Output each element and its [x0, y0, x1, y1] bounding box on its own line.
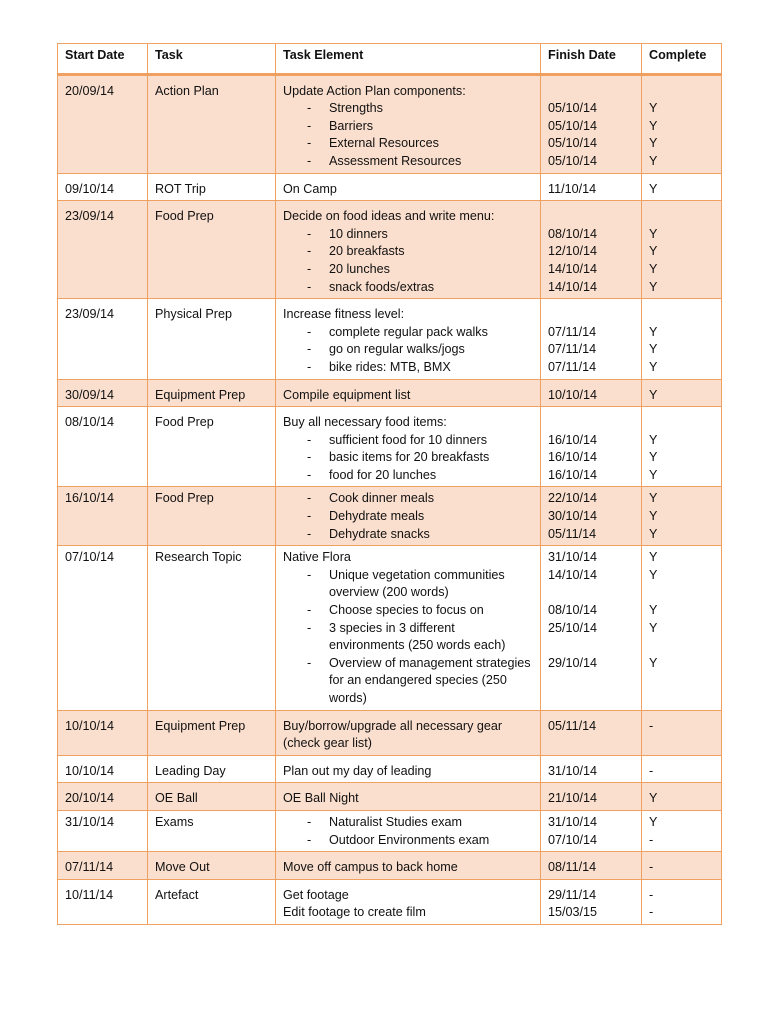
complete-line: Y: [649, 153, 658, 168]
task-subitem: - Choose species to focus on: [283, 602, 533, 620]
complete-line: Y: [649, 261, 658, 276]
complete-line: Y: [649, 491, 658, 506]
task-element-cell: [276, 546, 541, 710]
task-cell: Artefact: [148, 879, 276, 924]
task-cell: Exams: [148, 810, 276, 851]
task-element-line: Edit footage to create film: [283, 905, 426, 920]
finish-date-cell: [541, 299, 642, 379]
finish-date-line: [548, 584, 634, 602]
finish-date-line: 08/10/14: [548, 603, 598, 618]
complete-line: Y: [649, 814, 658, 829]
task-cell: Physical Prep: [148, 299, 276, 379]
finish-date-cell: [541, 379, 642, 407]
finish-date-line: 05/10/14: [548, 136, 598, 151]
task-element-cell: [276, 379, 541, 407]
table-row: [58, 173, 722, 201]
complete-cell: [642, 710, 722, 755]
table-row: [58, 546, 722, 710]
task-subitem: - Naturalist Studies exam: [283, 814, 533, 832]
start-date-cell: 20/09/14: [58, 74, 148, 173]
task-subitem: - Strengths: [283, 100, 533, 118]
task-subitem: - snack foods/extras: [283, 279, 533, 297]
task-element-title: Buy all necessary food items:: [283, 415, 447, 430]
table-body: [58, 74, 722, 924]
start-date-cell: 07/11/14: [58, 852, 148, 880]
complete-line: Y: [649, 432, 658, 447]
task-element-title: OE Ball Night: [283, 791, 359, 806]
task-element-title: Native Flora: [283, 550, 351, 565]
finish-date-line: 10/10/14: [548, 387, 598, 402]
task-element-title: Move off campus to back home: [283, 860, 458, 875]
task-subitem: - Barriers: [283, 118, 533, 136]
start-date-cell: 31/10/14: [58, 810, 148, 851]
finish-date-line: 31/10/14: [548, 763, 598, 778]
task-subitem: - complete regular pack walks: [283, 324, 533, 342]
task-subitem: - Unique vegetation communities overview (200 words): [283, 567, 533, 602]
task-subitem: - basic items for 20 breakfasts: [283, 449, 533, 467]
start-date-cell: 07/10/14: [58, 546, 148, 710]
complete-cell: [642, 852, 722, 880]
complete-line: [649, 83, 714, 101]
complete-line: -: [649, 718, 654, 733]
finish-date-line: 07/11/14: [548, 324, 597, 339]
finish-date-cell: [541, 201, 642, 299]
complete-line: [649, 208, 714, 226]
table-row: [58, 487, 722, 546]
start-date-cell: 23/09/14: [58, 201, 148, 299]
finish-date-line: 07/11/14: [548, 359, 597, 374]
finish-date-line: 30/10/14: [548, 509, 598, 524]
finish-date-line: 05/10/14: [548, 118, 598, 133]
finish-date-cell: [541, 783, 642, 811]
finish-date-line: [548, 208, 634, 226]
header-finish-date: Finish Date: [541, 44, 642, 75]
header-row: [58, 44, 722, 75]
task-element-cell: [276, 755, 541, 783]
table-row: [58, 407, 722, 487]
complete-line: Y: [649, 101, 658, 116]
task-subitem: - Outdoor Environments exam: [283, 832, 533, 850]
task-subitem: - 10 dinners: [283, 226, 533, 244]
complete-line: Y: [649, 279, 658, 294]
complete-line: Y: [649, 226, 658, 241]
start-date-cell: 10/10/14: [58, 755, 148, 783]
finish-date-cell: [541, 810, 642, 851]
task-cell: ROT Trip: [148, 173, 276, 201]
complete-line: Y: [649, 526, 658, 541]
finish-date-cell: [541, 74, 642, 173]
task-element-cell: [276, 852, 541, 880]
complete-cell: [642, 379, 722, 407]
task-subitem: - Assessment Resources: [283, 153, 533, 171]
finish-date-line: 05/10/14: [548, 153, 598, 168]
start-date-cell: 16/10/14: [58, 487, 148, 546]
finish-date-line: 08/10/14: [548, 226, 598, 241]
table-row: [58, 379, 722, 407]
complete-line: -: [649, 763, 654, 778]
complete-line: -: [649, 905, 654, 920]
complete-cell: [642, 299, 722, 379]
complete-line: Y: [649, 359, 658, 374]
finish-date-line: 16/10/14: [548, 450, 598, 465]
table-row: [58, 852, 722, 880]
task-subitem: - 20 breakfasts: [283, 243, 533, 261]
task-subitem: - Cook dinner meals: [283, 490, 533, 508]
table-row: [58, 755, 722, 783]
task-element-cell: [276, 74, 541, 173]
task-subitem: - 3 species in 3 different environments (250 words each): [283, 620, 533, 655]
complete-line: [649, 637, 714, 655]
finish-date-line: 29/11/14: [548, 887, 597, 902]
finish-date-line: 12/10/14: [548, 244, 598, 259]
task-subitem: - go on regular walks/jogs: [283, 341, 533, 359]
task-element-cell: [276, 173, 541, 201]
finish-date-cell: [541, 407, 642, 487]
table-row: [58, 74, 722, 173]
finish-date-line: 22/10/14: [548, 491, 598, 506]
finish-date-line: 21/10/14: [548, 791, 598, 806]
task-element-title: Decide on food ideas and write menu:: [283, 209, 495, 224]
task-plan-table: [57, 43, 722, 925]
task-cell: Food Prep: [148, 407, 276, 487]
task-subitem: - Dehydrate snacks: [283, 526, 533, 544]
finish-date-cell: [541, 710, 642, 755]
complete-cell: [642, 783, 722, 811]
complete-line: Y: [649, 118, 658, 133]
task-cell: Equipment Prep: [148, 379, 276, 407]
finish-date-line: 25/10/14: [548, 620, 598, 635]
finish-date-line: 14/10/14: [548, 279, 598, 294]
task-cell: Food Prep: [148, 487, 276, 546]
task-element-title: Buy/borrow/upgrade all necessary gear (check gear list): [283, 718, 503, 751]
task-cell: Move Out: [148, 852, 276, 880]
task-element-cell: [276, 879, 541, 924]
finish-date-cell: [541, 852, 642, 880]
task-cell: Research Topic: [148, 546, 276, 710]
task-cell: Food Prep: [148, 201, 276, 299]
table-row: [58, 299, 722, 379]
table-row: [58, 879, 722, 924]
task-element-cell: [276, 201, 541, 299]
task-cell: Leading Day: [148, 755, 276, 783]
finish-date-line: [548, 83, 634, 101]
finish-date-line: 08/11/14: [548, 860, 597, 875]
finish-date-line: 14/10/14: [548, 567, 598, 582]
complete-line: [649, 584, 714, 602]
complete-line: Y: [649, 181, 658, 196]
finish-date-line: 11/10/14: [548, 181, 597, 196]
header-complete: Complete: [642, 44, 722, 75]
complete-line: Y: [649, 342, 658, 357]
finish-date-cell: [541, 755, 642, 783]
finish-date-line: [548, 637, 634, 655]
table-row: [58, 810, 722, 851]
task-element-title: Increase fitness level:: [283, 307, 405, 322]
task-element-title: Compile equipment list: [283, 387, 411, 402]
task-element-cell: [276, 710, 541, 755]
task-subitem: - bike rides: MTB, BMX: [283, 359, 533, 377]
complete-line: [649, 414, 714, 432]
complete-cell: [642, 879, 722, 924]
task-subitem: - Overview of management strategies for an endangered species (250 words): [283, 655, 533, 708]
complete-line: Y: [649, 655, 658, 670]
task-cell: Equipment Prep: [148, 710, 276, 755]
complete-line: Y: [649, 136, 658, 151]
task-element-cell: [276, 299, 541, 379]
complete-line: -: [649, 860, 654, 875]
task-element-cell: [276, 487, 541, 546]
table-row: [58, 201, 722, 299]
start-date-cell: 10/10/14: [58, 710, 148, 755]
finish-date-cell: [541, 173, 642, 201]
table-row: [58, 710, 722, 755]
task-subitem: - External Resources: [283, 135, 533, 153]
table-row: [58, 783, 722, 811]
header-start-date: Start Date: [58, 44, 148, 75]
complete-line: -: [649, 832, 654, 847]
start-date-cell: 20/10/14: [58, 783, 148, 811]
finish-date-cell: [541, 546, 642, 710]
start-date-cell: 30/09/14: [58, 379, 148, 407]
task-cell: OE Ball: [148, 783, 276, 811]
finish-date-line: 16/10/14: [548, 432, 598, 447]
complete-line: Y: [649, 387, 658, 402]
finish-date-line: 31/10/14: [548, 814, 598, 829]
task-subitem: - sufficient food for 10 dinners: [283, 432, 533, 450]
complete-cell: [642, 407, 722, 487]
complete-cell: [642, 546, 722, 710]
finish-date-cell: [541, 487, 642, 546]
finish-date-line: 05/11/14: [548, 526, 597, 541]
complete-cell: [642, 487, 722, 546]
finish-date-line: [548, 414, 634, 432]
start-date-cell: 23/09/14: [58, 299, 148, 379]
start-date-cell: 08/10/14: [58, 407, 148, 487]
complete-line: Y: [649, 244, 658, 259]
task-subitem: - food for 20 lunches: [283, 467, 533, 485]
complete-line: Y: [649, 620, 658, 635]
finish-date-line: 05/10/14: [548, 101, 598, 116]
complete-cell: [642, 74, 722, 173]
start-date-cell: 10/11/14: [58, 879, 148, 924]
task-subitem: - Dehydrate meals: [283, 508, 533, 526]
task-element-title: Get footage: [283, 887, 349, 902]
complete-cell: [642, 173, 722, 201]
complete-line: Y: [649, 450, 658, 465]
complete-line: [649, 306, 714, 324]
task-element-title: Update Action Plan components:: [283, 83, 466, 98]
complete-line: Y: [649, 791, 658, 806]
complete-cell: [642, 201, 722, 299]
complete-line: Y: [649, 567, 658, 582]
complete-line: Y: [649, 550, 658, 565]
finish-date-line: 16/10/14: [548, 467, 598, 482]
complete-cell: [642, 810, 722, 851]
finish-date-line: 14/10/14: [548, 261, 598, 276]
task-element-cell: [276, 407, 541, 487]
finish-date-line: [548, 306, 634, 324]
complete-line: Y: [649, 324, 658, 339]
complete-line: Y: [649, 603, 658, 618]
task-element-title: Plan out my day of leading: [283, 763, 432, 778]
start-date-cell: 09/10/14: [58, 173, 148, 201]
finish-date-line: 29/10/14: [548, 655, 598, 670]
finish-date-cell: [541, 879, 642, 924]
complete-line: -: [649, 887, 654, 902]
finish-date-line: 07/11/14: [548, 342, 597, 357]
header-task: Task: [148, 44, 276, 75]
finish-date-line: 15/03/15: [548, 905, 598, 920]
task-element-cell: [276, 810, 541, 851]
task-element-cell: [276, 783, 541, 811]
complete-cell: [642, 755, 722, 783]
complete-line: Y: [649, 509, 658, 524]
finish-date-line: 07/10/14: [548, 832, 598, 847]
task-element-title: On Camp: [283, 181, 337, 196]
finish-date-line: 31/10/14: [548, 550, 598, 565]
finish-date-line: 05/11/14: [548, 718, 597, 733]
task-subitem: - 20 lunches: [283, 261, 533, 279]
task-cell: Action Plan: [148, 74, 276, 173]
header-task-element: Task Element: [276, 44, 541, 75]
complete-line: Y: [649, 467, 658, 482]
